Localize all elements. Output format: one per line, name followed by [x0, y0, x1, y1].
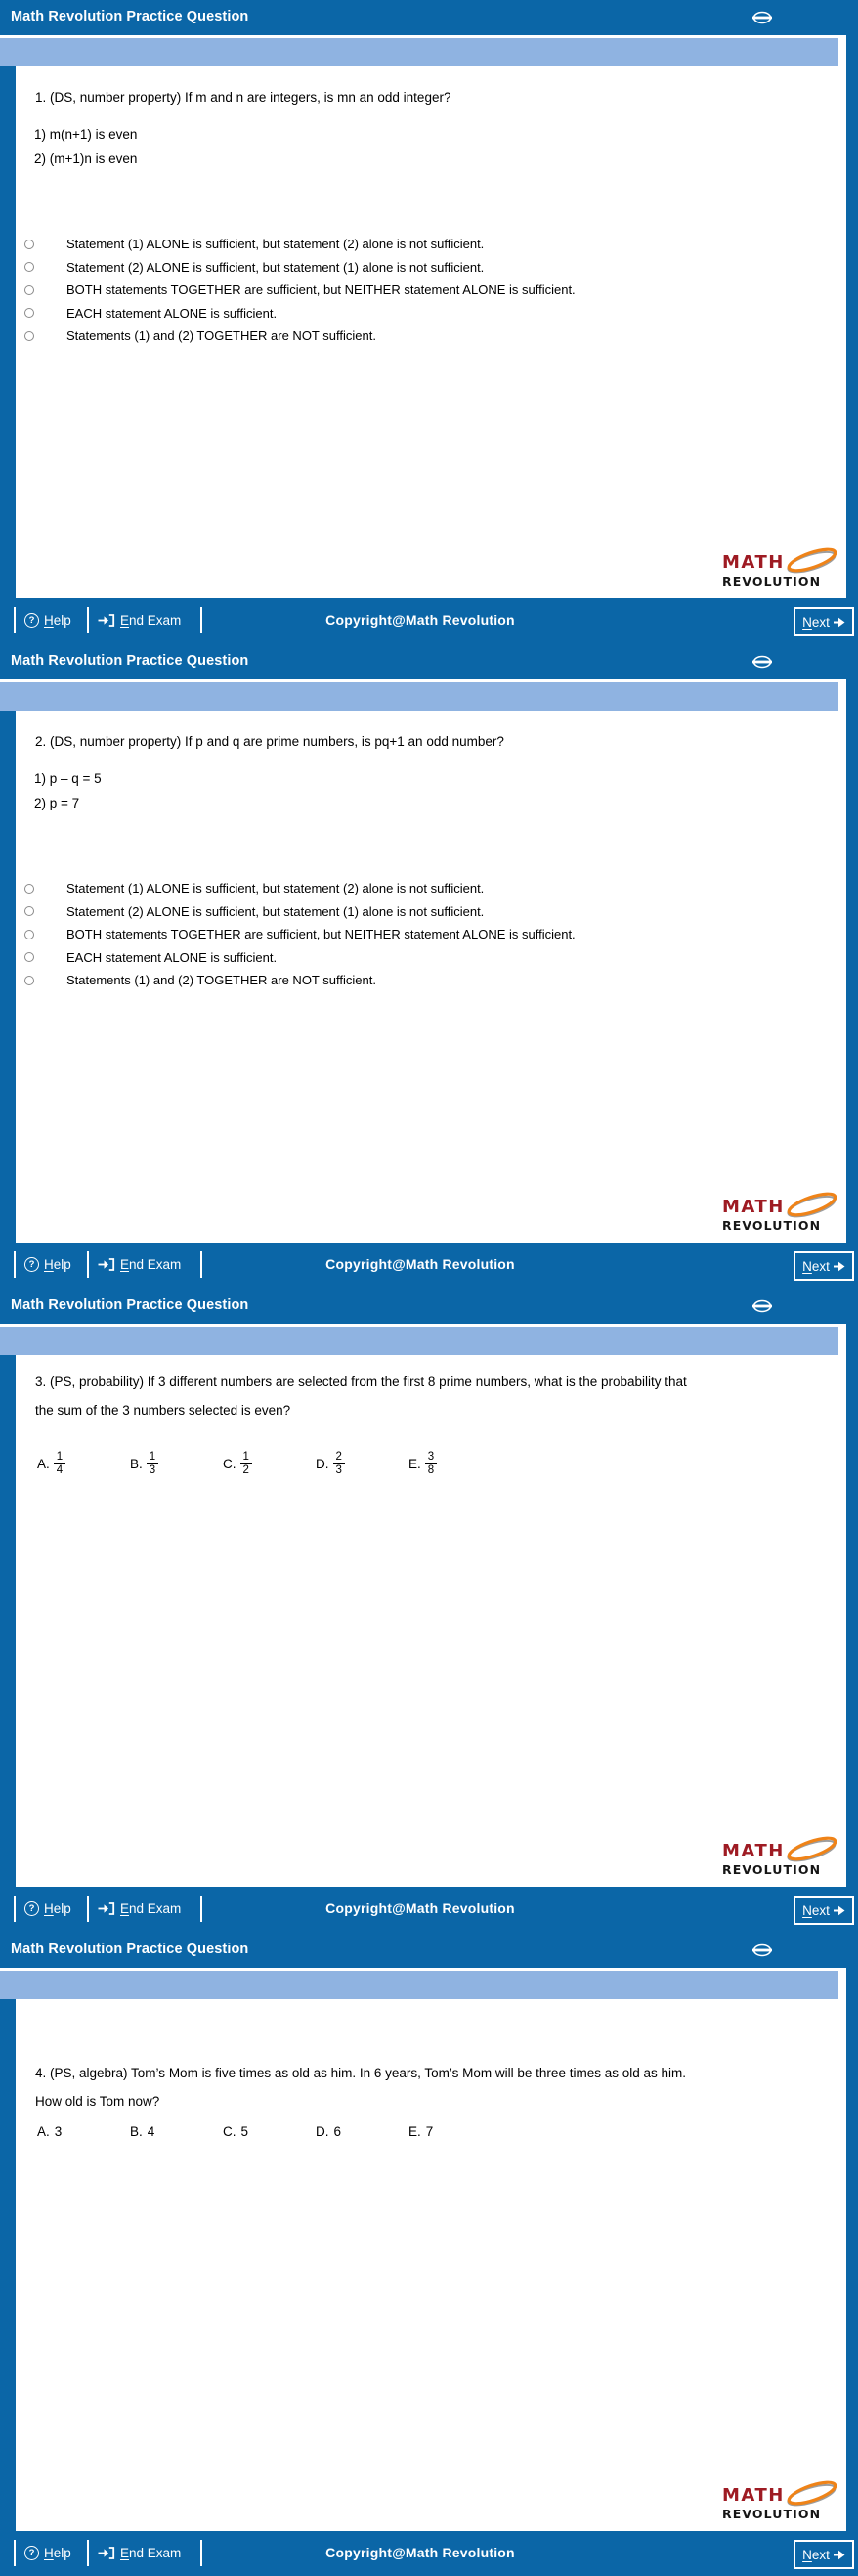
option-letter: A.: [37, 2124, 50, 2139]
label-rest: elp: [53, 613, 71, 628]
answer-option-a[interactable]: [16, 877, 846, 900]
answer-option-label: Statement (1) ALONE is sufficient, but statement (2) alone is not sufficient.: [66, 237, 485, 252]
question-text: [35, 2060, 823, 2116]
label-initial: E: [120, 1257, 130, 1272]
question-window-4: [0, 1933, 858, 2576]
question-window-1: [0, 0, 858, 644]
logo-text-revolution: REVOLUTION: [722, 1862, 822, 1877]
option-letter: C.: [223, 2124, 236, 2139]
fraction-denominator: 8: [427, 1463, 435, 1476]
label-rest: elp: [53, 2546, 71, 2560]
label-rest: ext: [811, 1902, 830, 1918]
radio-button[interactable]: [24, 262, 34, 272]
title-bar: [0, 0, 858, 35]
subheader-band-edge: [838, 38, 846, 66]
answer-option-c[interactable]: [223, 2124, 316, 2139]
next-label: [802, 1259, 830, 1274]
answer-option-label: Statements (1) and (2) TOGETHER are NOT sufficient.: [66, 973, 376, 988]
help-icon: ?: [24, 1901, 39, 1916]
copyright-text: Copyright@Math Revolution: [325, 612, 515, 628]
title-bar: [0, 644, 858, 679]
radio-button[interactable]: [24, 906, 34, 916]
subheader-band: [0, 1327, 838, 1355]
answer-option-d[interactable]: [316, 1451, 408, 1476]
fraction: [240, 1451, 252, 1476]
fraction: [54, 1451, 65, 1476]
swoosh-logo-icon: [751, 8, 774, 27]
question-window-2: [0, 644, 858, 1288]
window-title: Math Revolution Practice Question: [11, 1297, 249, 1313]
fraction-numerator: 2: [333, 1451, 345, 1464]
copyright-text: Copyright@Math Revolution: [325, 1900, 515, 1916]
fraction: [425, 1451, 437, 1476]
next-button[interactable]: [794, 1251, 854, 1281]
answer-option-label: EACH statement ALONE is sufficient.: [66, 305, 278, 321]
option-letter: E.: [408, 1456, 421, 1471]
label-initial: E: [120, 613, 130, 628]
fraction-denominator: 2: [242, 1463, 249, 1476]
fraction-denominator: 3: [149, 1463, 156, 1476]
logo-text-math: MATH: [722, 2485, 785, 2506]
question-area: [16, 711, 846, 1243]
radio-button[interactable]: [24, 285, 34, 295]
label-rest: nd Exam: [129, 1257, 182, 1272]
question-line-2: How old is Tom now?: [35, 2093, 160, 2109]
question-area: [16, 1999, 846, 2531]
question-window-3: [0, 1288, 858, 1933]
option-value: 4: [147, 2124, 155, 2139]
answer-options: [37, 2124, 501, 2139]
answer-option-label: Statement (2) ALONE is sufficient, but statement (1) alone is not sufficient.: [66, 259, 485, 275]
fraction-numerator: 1: [240, 1451, 252, 1464]
window-title: Math Revolution Practice Question: [11, 9, 249, 24]
statement-2: 2) (m+1)n is even: [34, 152, 138, 166]
question-area: [16, 1355, 846, 1887]
question-line-2: the sum of the 3 numbers selected is even?: [35, 1402, 291, 1418]
statement-1: 1) m(n+1) is even: [34, 127, 138, 142]
label-initial: N: [802, 2547, 812, 2562]
answer-option-label: BOTH statements TOGETHER are sufficient, but NEITHER statement ALONE is sufficient.: [66, 927, 576, 942]
copyright-text: Copyright@Math Revolution: [325, 2545, 515, 2560]
question-text: [35, 1369, 823, 1424]
help-icon: ?: [24, 613, 39, 628]
answer-option-label: Statement (1) ALONE is sufficient, but statement (2) alone is not sufficient.: [66, 881, 485, 896]
logo-text-math: MATH: [722, 1197, 785, 1217]
option-letter: C.: [223, 1456, 236, 1471]
question-text: 1. (DS, number property) If m and n are integers, is mn an odd integer?: [35, 90, 451, 105]
radio-button[interactable]: [24, 976, 34, 985]
subheader-band: [0, 38, 838, 66]
swoosh-logo-icon: [751, 652, 774, 672]
fraction-denominator: 4: [56, 1463, 64, 1476]
answer-option-label: EACH statement ALONE is sufficient.: [66, 949, 278, 965]
answer-option-c[interactable]: [16, 923, 846, 946]
label-initial: H: [44, 1901, 54, 1916]
answer-option-label: Statement (2) ALONE is sufficient, but statement (1) alone is not sufficient.: [66, 903, 485, 919]
fraction: [333, 1451, 345, 1476]
option-value: 5: [240, 2124, 249, 2139]
option-letter: B.: [130, 1456, 143, 1471]
option-letter: B.: [130, 2124, 143, 2139]
question-text: 2. (DS, number property) If p and q are prime numbers, is pq+1 an odd number?: [35, 734, 504, 749]
option-letter: D.: [316, 2124, 329, 2139]
fraction-denominator: 3: [335, 1463, 342, 1476]
answer-options: [16, 877, 846, 992]
label-rest: ext: [811, 1258, 830, 1274]
fraction-numerator: 3: [425, 1451, 437, 1464]
radio-button[interactable]: [24, 308, 34, 318]
label-rest: nd Exam: [129, 613, 182, 628]
label-rest: elp: [53, 1901, 71, 1916]
logo-text-revolution: REVOLUTION: [722, 574, 822, 589]
answer-option-e[interactable]: [408, 1451, 501, 1476]
answer-option-e[interactable]: [16, 969, 846, 992]
subheader-band: [0, 682, 838, 711]
next-button[interactable]: [794, 2540, 854, 2569]
answer-option-b[interactable]: [130, 1451, 223, 1476]
answer-option-b[interactable]: [16, 900, 846, 924]
fraction-numerator: 1: [147, 1451, 158, 1464]
subheader-band-edge: [838, 1327, 846, 1355]
answer-option-d[interactable]: [316, 2124, 408, 2139]
next-label: [802, 1903, 830, 1918]
label-initial: N: [802, 1902, 812, 1918]
next-arrow-icon: [834, 2550, 845, 2560]
label-rest: ext: [811, 2547, 830, 2562]
label-initial: N: [802, 614, 812, 630]
option-letter: A.: [37, 1456, 50, 1471]
logo-text-math: MATH: [722, 1841, 785, 1861]
radio-button[interactable]: [24, 884, 34, 894]
radio-button[interactable]: [24, 930, 34, 939]
radio-button[interactable]: [24, 952, 34, 962]
label-rest: nd Exam: [129, 2546, 182, 2560]
math-revolution-logo: [719, 1196, 840, 1237]
answer-option-c[interactable]: [223, 1451, 316, 1476]
subheader-band: [0, 1971, 838, 1999]
fraction-numerator: 1: [54, 1451, 65, 1464]
math-revolution-logo: [719, 2484, 840, 2525]
label-rest: elp: [53, 1257, 71, 1272]
help-icon: ?: [24, 1257, 39, 1272]
math-revolution-logo: [719, 1840, 840, 1881]
bottom-toolbar: [0, 1893, 858, 1925]
question-line-1: 3. (PS, probability) If 3 different numbers are selected from the first 8 prime numbers, what is the probability that: [35, 1375, 687, 1389]
next-arrow-icon: [834, 1261, 845, 1272]
statement-1: 1) p – q = 5: [34, 771, 102, 786]
question-area: [16, 66, 846, 598]
label-initial: E: [120, 2546, 130, 2560]
option-value: 3: [54, 2124, 63, 2139]
label-initial: H: [44, 613, 54, 628]
answer-option-label: BOTH statements TOGETHER are sufficient, but NEITHER statement ALONE is sufficient.: [66, 283, 576, 298]
next-arrow-icon: [834, 1905, 845, 1916]
answer-option-a[interactable]: [37, 1451, 130, 1476]
answer-option-c[interactable]: [16, 279, 846, 302]
answer-option-e[interactable]: [16, 325, 846, 348]
next-button[interactable]: [794, 607, 854, 636]
label-initial: H: [44, 2546, 54, 2560]
help-icon: ?: [24, 2546, 39, 2560]
swoosh-logo-icon: [751, 1941, 774, 1960]
title-bar: [0, 1288, 858, 1324]
answer-option-a[interactable]: [37, 2124, 130, 2139]
next-label: [802, 615, 830, 630]
answer-option-b[interactable]: [16, 256, 846, 280]
radio-button[interactable]: [24, 331, 34, 341]
answer-option-d[interactable]: [16, 946, 846, 970]
label-rest: nd Exam: [129, 1901, 182, 1916]
bottom-toolbar: [0, 604, 858, 636]
label-initial: N: [802, 1258, 812, 1274]
math-revolution-logo: [719, 551, 840, 592]
title-bar: [0, 1933, 858, 1968]
logo-text-revolution: REVOLUTION: [722, 1218, 822, 1233]
subheader-band-edge: [838, 682, 846, 711]
window-title: Math Revolution Practice Question: [11, 653, 249, 669]
logo-text-math: MATH: [722, 552, 785, 573]
logo-text-revolution: REVOLUTION: [722, 2507, 822, 2521]
answer-option-d[interactable]: [16, 302, 846, 326]
label-rest: ext: [811, 614, 830, 630]
option-value: 6: [333, 2124, 342, 2139]
answer-options: [37, 1451, 501, 1476]
option-letter: D.: [316, 1456, 329, 1471]
window-title: Math Revolution Practice Question: [11, 1942, 249, 1957]
question-line-1: 4. (PS, algebra) Tom’s Mom is five times as old as him. In 6 years, Tom’s Mom will be three times as old as him.: [35, 2066, 686, 2080]
fraction: [147, 1451, 158, 1476]
option-letter: E.: [408, 2124, 421, 2139]
answer-option-a[interactable]: [16, 233, 846, 256]
bottom-toolbar: [0, 2537, 858, 2569]
next-arrow-icon: [834, 617, 845, 628]
answer-option-b[interactable]: [130, 2124, 223, 2139]
subheader-band-edge: [838, 1971, 846, 1999]
next-button[interactable]: [794, 1896, 854, 1925]
bottom-toolbar: [0, 1248, 858, 1281]
option-value: 7: [425, 2124, 434, 2139]
answer-option-e[interactable]: [408, 2124, 501, 2139]
label-initial: E: [120, 1901, 130, 1916]
answer-options: [16, 233, 846, 348]
statement-2: 2) p = 7: [34, 796, 80, 810]
swoosh-logo-icon: [751, 1296, 774, 1316]
radio-button[interactable]: [24, 240, 34, 249]
label-initial: H: [44, 1257, 54, 1272]
answer-option-label: Statements (1) and (2) TOGETHER are NOT sufficient.: [66, 328, 376, 344]
copyright-text: Copyright@Math Revolution: [325, 1256, 515, 1272]
next-label: [802, 2548, 830, 2562]
